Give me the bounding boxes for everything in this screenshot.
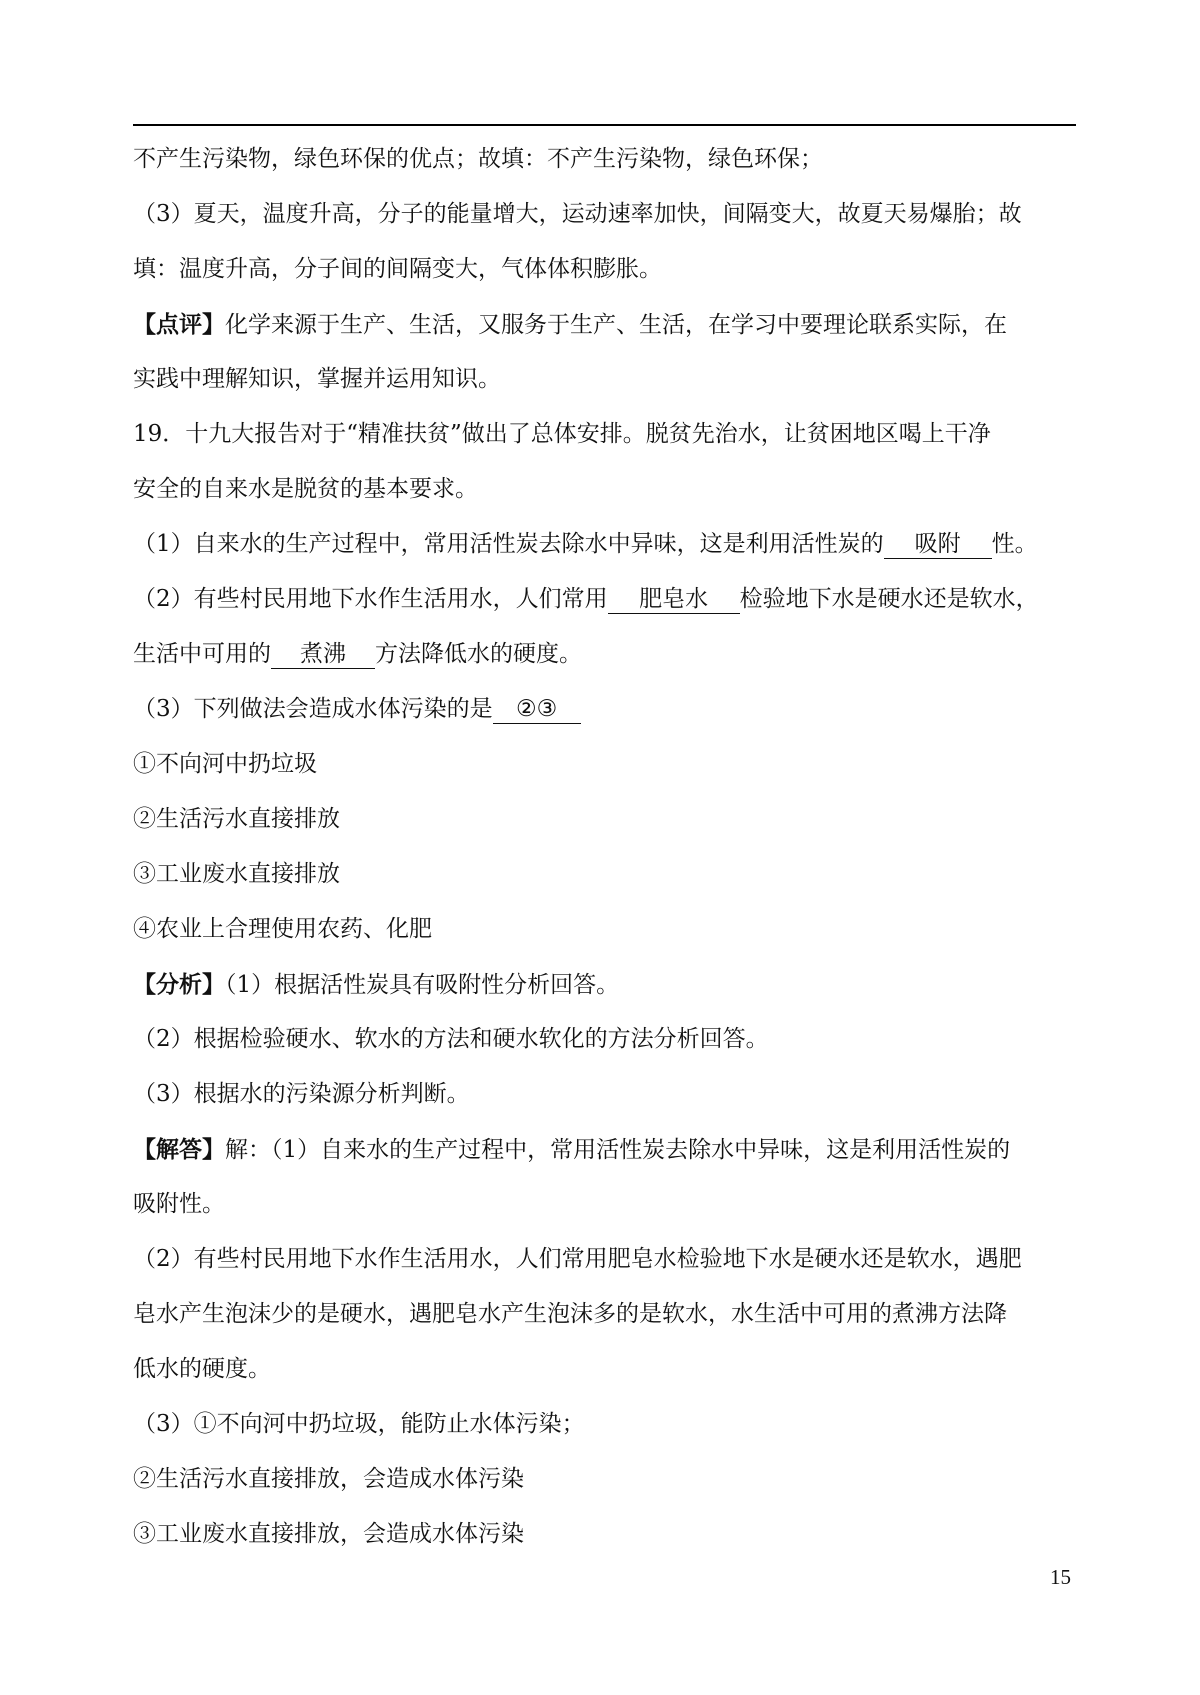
option-item: ①不向河中扔垃圾	[133, 751, 317, 777]
text-line: 吸附性。	[133, 1191, 225, 1217]
question-19-stem: 19．十九大报告对于“精准扶贫”做出了总体安排。脱贫先治水，让贫困地区喝上干净	[133, 421, 991, 447]
option-item: ③工业废水直接排放	[133, 861, 340, 887]
solution-line: 【解答】解：（1）自来水的生产过程中，常用活性炭去除水中异味，这是利用活性炭的	[133, 1136, 1011, 1163]
answer-blank: 煮沸	[271, 640, 375, 669]
solution-tag: 【解答】	[133, 1136, 225, 1163]
document-body	[133, 132, 1081, 1562]
page-number: 15	[1050, 1565, 1071, 1589]
option-item: ②生活污水直接排放	[133, 806, 340, 832]
text-line: 不产生污染物，绿色环保的优点；故填：不产生污染物，绿色环保；	[133, 146, 823, 172]
text-line: 填：温度升高，分子间的间隔变大，气体体积膨胀。	[133, 256, 662, 282]
question-19-part-1: （1）自来水的生产过程中，常用活性炭去除水中异味，这是利用活性炭的 吸附 性。	[133, 531, 1038, 557]
comment-tag: 【点评】	[133, 311, 225, 338]
text-line: ③工业废水直接排放，会造成水体污染	[133, 1521, 524, 1547]
text-line: （3）①不向河中扔垃圾，能防止水体污染；	[133, 1411, 585, 1437]
analysis-tag: 【分析】	[133, 971, 225, 998]
question-19-part-2: （2）有些村民用地下水作生活用水，人们常用 肥皂水 检验地下水是硬水还是软水，	[133, 586, 1039, 612]
text-line: 低水的硬度。	[133, 1356, 271, 1382]
text-line: （2）根据检验硬水、软水的方法和硬水软化的方法分析回答。	[133, 1026, 769, 1052]
question-19-part-3: （3）下列做法会造成水体污染的是 ②③	[133, 682, 1081, 737]
text-line: 生活中可用的 煮沸 方法降低水的硬度。	[133, 641, 582, 667]
analysis-line: 【分析】（1）根据活性炭具有吸附性分析回答。	[133, 971, 620, 998]
answer-blank: 肥皂水	[608, 585, 740, 614]
text-line: 皂水产生泡沫少的是硬水，遇肥皂水产生泡沫多的是软水，水生活中可用的煮沸方法降	[133, 1301, 1007, 1327]
text-line: （3）根据水的污染源分析判断。	[133, 1081, 470, 1107]
comment-line: 【点评】化学来源于生产、生活，又服务于生产、生活，在学习中要理论联系实际，在	[133, 311, 1007, 338]
text-line: 安全的自来水是脱贫的基本要求。	[133, 476, 478, 502]
text-line: ②生活污水直接排放，会造成水体污染	[133, 1466, 524, 1492]
text-line: （2）有些村民用地下水作生活用水，人们常用肥皂水检验地下水是硬水还是软水，遇肥	[133, 1246, 1022, 1272]
header-rule	[133, 124, 1076, 126]
answer-blank: 吸附	[884, 530, 992, 559]
text-line: （3）夏天，温度升高，分子的能量增大，运动速率加快，间隔变大，故夏天易爆胎；故	[133, 201, 1022, 227]
answer-blank: ②③	[493, 695, 581, 724]
text-line: 实践中理解知识，掌握并运用知识。	[133, 366, 501, 392]
option-item: ④农业上合理使用农药、化肥	[133, 916, 432, 942]
